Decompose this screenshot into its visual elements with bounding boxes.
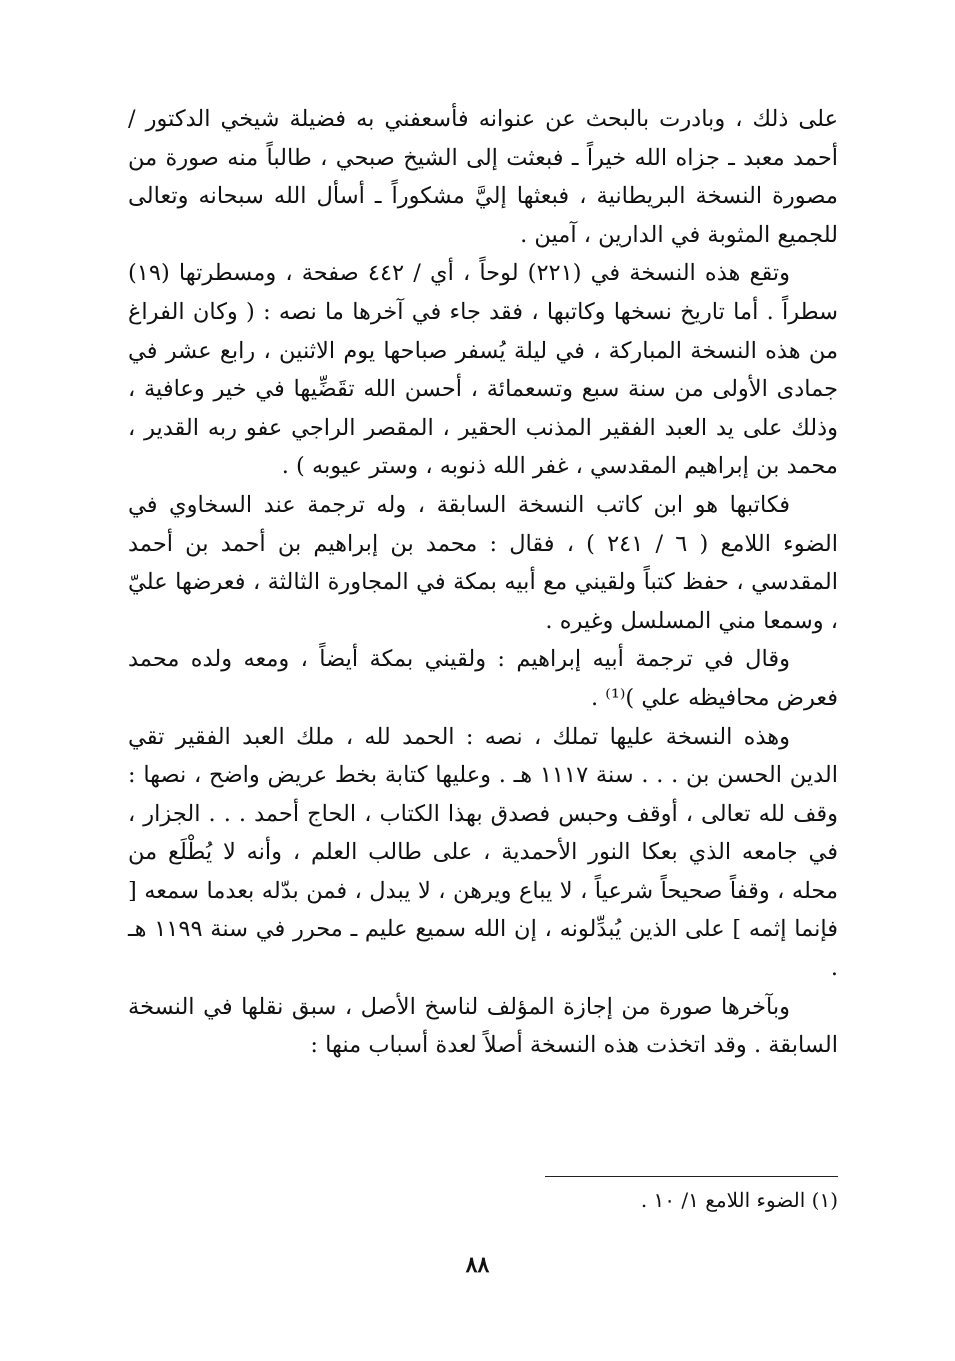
paragraph-4: وقال في ترجمة أبيه إبراهيم : ولقيني بمكة أيضاً ، ومعه ولده محمد فعرض محافيظه علي )⁽¹⁾ . [128,646,838,711]
paragraph-2: وتقع هذه النسخة في (٢٢١) لوحاً ، أي / ٤٤٢ صفحة ، ومسطرتها (١٩) سطراً . أما تاريخ نسخها وكاتبها ، فقد جاء في آخرها ما نصه : ( وكان الفراغ من هذه النسخة المباركة ، في ليلة يُسفر صباحها يوم الاثنين ، رابع عشر في جمادى الأولى من سنة سبع وتسعمائة ، أحسن الله تقَضِّيها في خير وعافية ، وذلك على يد العبد الفقير المذنب الحقير ، المقصر الراجي عفو ربه القدير ، محمد بن إبراهيم المقدسي ، غفر الله ذنوبه ، وستر عيوبه ) . [128,260,838,480]
paragraph-6: وبآخرها صورة من إجازة المؤلف لناسخ الأصل ، سبق نقلها في النسخة السابقة . وقد اتخذت هذه النسخة أصلاً لعدة أسباب منها : [128,993,838,1059]
footnote: (١) الضوء اللامع ١/ ١٠ . [640,1188,838,1212]
paragraph-3: فكاتبها هو ابن كاتب النسخة السابقة ، وله ترجمة عند السخاوي في الضوء اللامع ( ٦ / ٢٤١ ) ، فقال : محمد بن إبراهيم بن أحمد بن أحمد المقدسي ، حفظ كتباً ولقيني مع أبيه بمكة في المجاورة الثالثة ، فعرضها عليّ ، وسمعا مني المسلسل وغيره . [128,491,838,634]
paragraph-1: على ذلك ، وبادرت بالبحث عن عنوانه فأسعفني به فضيلة شيخي الدكتور / أحمد معبد ـ جزاه الله خيراً ـ فبعثت إلى الشيخ صبحي ، طالباً منه صورة من مصورة النسخة البريطانية ، فبعثها إليَّ مشكوراً ـ أسأل الله سبحانه وتعالى للجميع المثوبة في الدارين ، آمين . [128,106,838,248]
paragraph-5: وهذه النسخة عليها تملك ، نصه : الحمد لله ، ملك العبد الفقير تقي الدين الحسن بن . . . سنة ١١١٧ هـ . وعليها كتابة بخط عريض واضح ، نصها : وقف لله تعالى ، أوقف وحبس فصدق بهذا الكتاب ، الحاج أحمد . . . الجزار ، في جامعه الذي بعكا النور الأحمدية ، على طالب العلم ، وأنه لا يُطْلَع من محله ، وقفاً صحيحاً شرعياً ، لا يباع ويرهن ، لا يبدل ، فمن بدّله بعدما سمعه [ فإنما إثمه ] على الذين يُبدِّلونه ، إن الله سميع عليم ـ محرر في سنة ١١٩٩ هـ . [128,723,838,982]
page-body [128,100,838,1065]
page-number: ٨٨ [465,1252,490,1278]
footnote-divider [545,1176,838,1177]
